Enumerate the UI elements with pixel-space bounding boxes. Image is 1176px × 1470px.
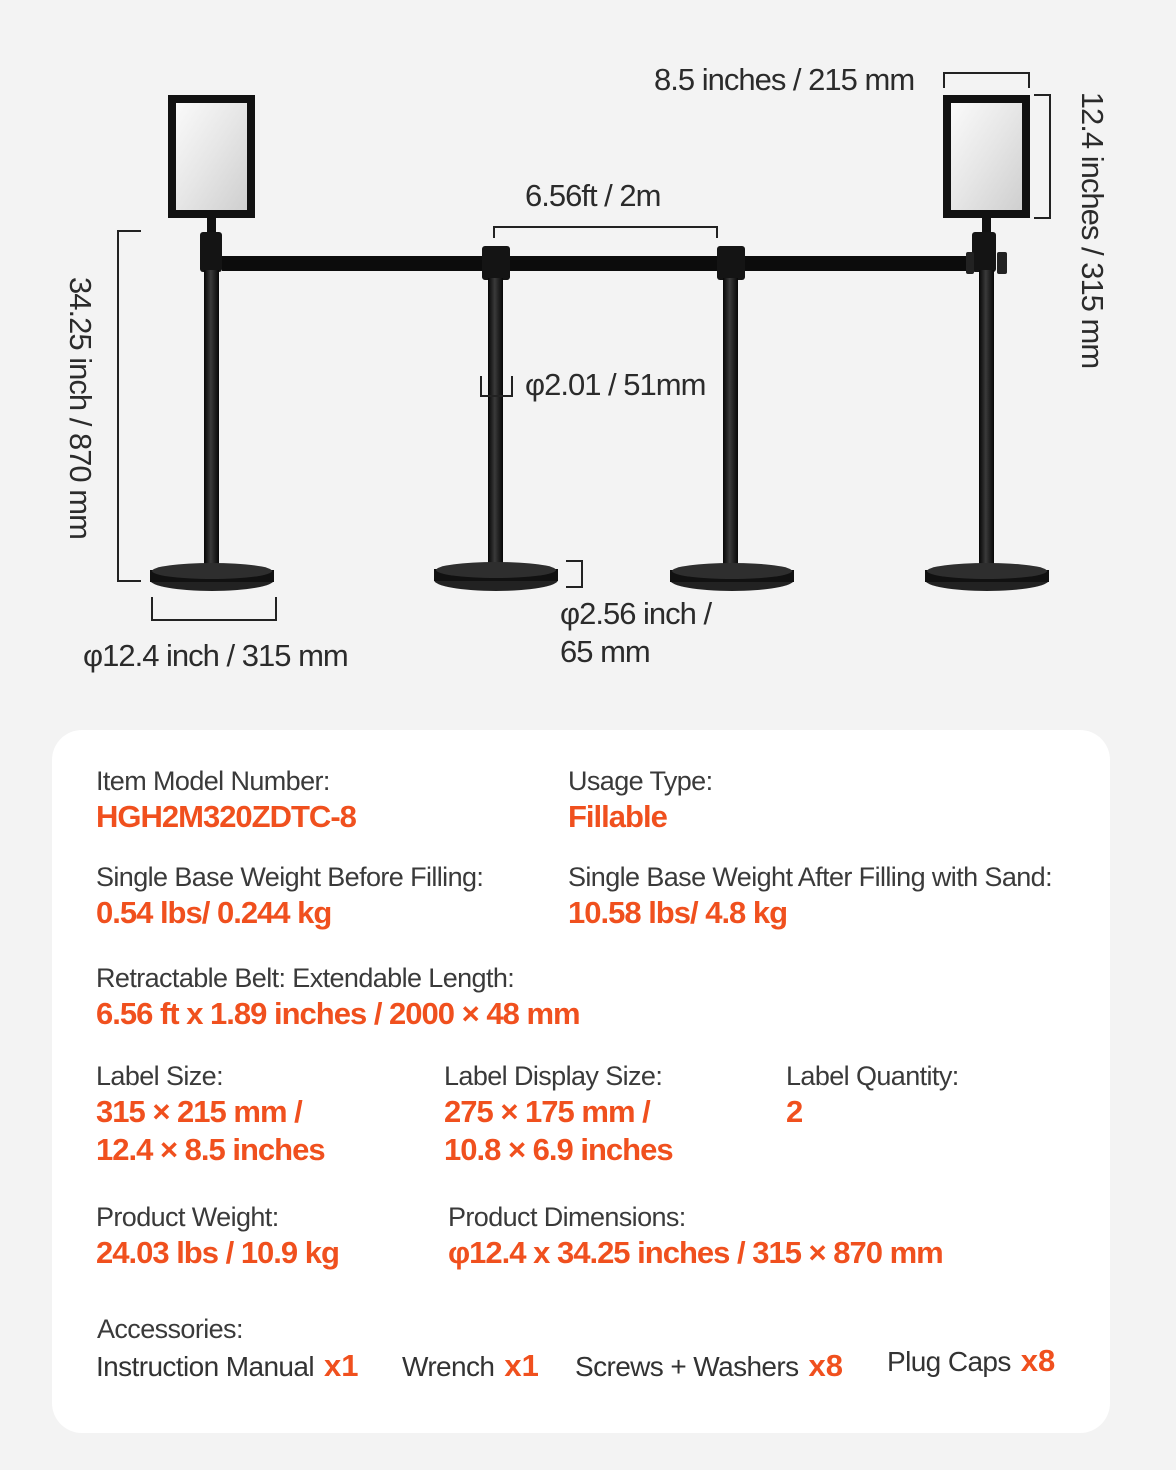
spec-label: Label Display Size: — [444, 1061, 663, 1091]
spec-product-weight — [96, 1200, 339, 1272]
spec-label: Label Quantity: — [786, 1061, 959, 1091]
accessory-qty: x1 — [324, 1348, 359, 1383]
frame-height-bracket — [1034, 95, 1050, 218]
base-diameter-bracket — [152, 597, 276, 620]
spec-value: 10.58 lbs/ 4.8 kg — [568, 895, 788, 930]
accessory-item — [96, 1348, 358, 1384]
accessory-name: Instruction Manual — [96, 1351, 314, 1382]
spec-label: Single Base Weight After Filling with Sand: — [568, 862, 1052, 892]
spec-label: Item Model Number: — [96, 766, 330, 796]
sign-frame-right — [943, 95, 1030, 232]
base-height-bracket — [566, 561, 582, 587]
base-height-label-line2: 65 mm — [560, 634, 650, 669]
spec-label: Accessories: — [97, 1314, 243, 1344]
accessory-item — [575, 1348, 843, 1384]
spec-value: 10.8 × 6.9 inches — [444, 1132, 673, 1167]
spec-label: Product Dimensions: — [448, 1202, 686, 1232]
post-4 — [925, 232, 1049, 591]
post-3 — [670, 246, 794, 591]
spec-label: Retractable Belt: Extendable Length: — [96, 963, 515, 993]
post-2 — [434, 246, 558, 591]
accessory-qty: x1 — [504, 1348, 539, 1383]
frame-width-bracket — [944, 73, 1029, 88]
belt-length-label: 6.56ft / 2m — [525, 178, 661, 213]
base-height-label-line1: φ2.56 inch / — [560, 596, 712, 631]
spec-value: φ12.4 x 34.25 inches / 315 × 870 mm — [448, 1235, 943, 1270]
spec-product-dimensions — [448, 1200, 943, 1272]
spec-value: 315 × 215 mm / — [96, 1094, 302, 1129]
accessory-name: Plug Caps — [887, 1346, 1011, 1377]
spec-label-size — [96, 1059, 325, 1169]
base-diameter-label: φ12.4 inch / 315 mm — [83, 638, 348, 673]
spec-label-quantity — [786, 1059, 959, 1131]
post-diameter-label: φ2.01 / 51mm — [525, 367, 706, 402]
frame-height-label: 12.4 inches / 315 mm — [1075, 91, 1110, 369]
spec-display-size — [444, 1059, 673, 1169]
accessory-name: Wrench — [402, 1351, 495, 1382]
post-height-label: 34.25 inch / 870 mm — [63, 277, 98, 539]
accessory-name: Screws + Washers — [575, 1351, 799, 1382]
sign-frame-left — [168, 95, 255, 232]
belt-length-bracket — [494, 227, 717, 238]
spec-label: Label Size: — [96, 1061, 223, 1091]
spec-value: Fillable — [568, 799, 667, 834]
spec-label: Single Base Weight Before Filling: — [96, 862, 484, 892]
accessory-item — [402, 1348, 539, 1384]
accessories-heading — [97, 1312, 243, 1346]
spec-model — [96, 764, 356, 836]
accessory-qty: x8 — [1020, 1343, 1056, 1378]
spec-label: Usage Type: — [568, 766, 713, 796]
spec-value: 24.03 lbs / 10.9 kg — [96, 1235, 339, 1270]
post-1 — [150, 232, 274, 591]
spec-value: HGH2M320ZDTC-8 — [96, 799, 356, 834]
spec-value: 12.4 × 8.5 inches — [96, 1132, 325, 1167]
accessory-qty: x8 — [808, 1348, 844, 1383]
spec-label: Product Weight: — [96, 1202, 279, 1232]
accessory-item — [887, 1343, 1055, 1379]
spec-value: 0.54 lbs/ 0.244 kg — [96, 895, 332, 930]
spec-belt — [96, 961, 580, 1033]
belt — [222, 256, 972, 271]
spec-value: 275 × 175 mm / — [444, 1094, 650, 1129]
post-height-bracket — [118, 231, 141, 581]
spec-weight-before — [96, 860, 483, 932]
spec-usage — [568, 764, 713, 836]
spec-value: 6.56 ft x 1.89 inches / 2000 × 48 mm — [96, 996, 580, 1031]
frame-width-label: 8.5 inches / 215 mm — [654, 62, 915, 97]
spec-weight-after — [568, 860, 1052, 932]
spec-value: 2 — [786, 1094, 803, 1129]
